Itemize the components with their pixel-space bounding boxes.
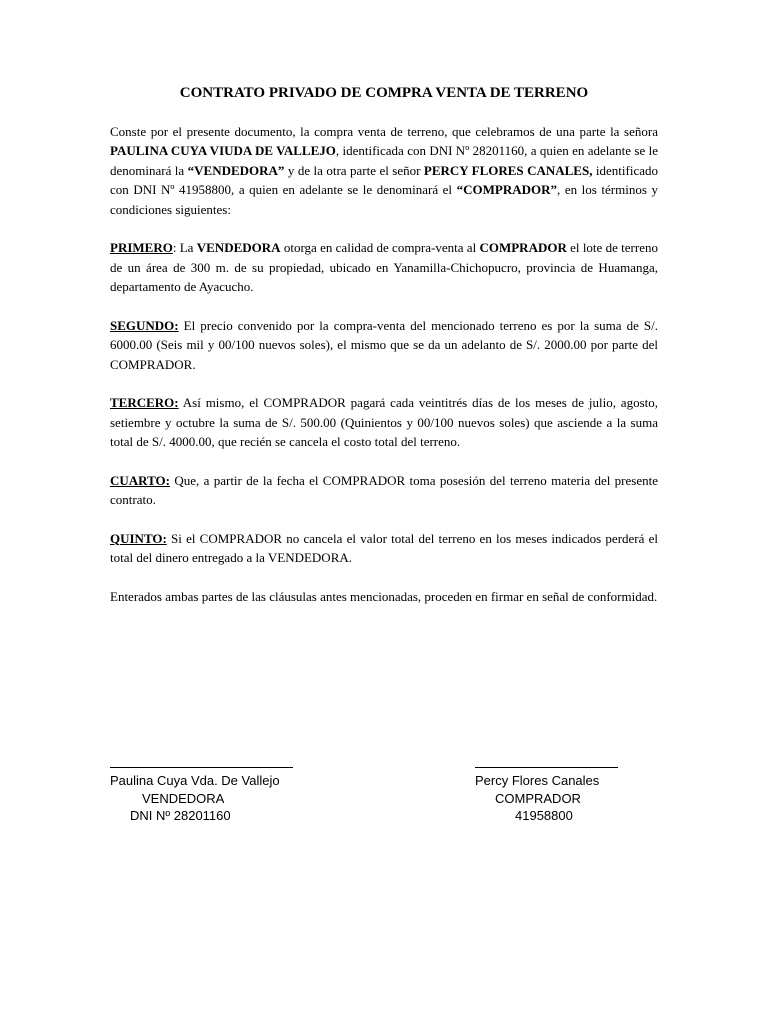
clause-heading: CUARTO: xyxy=(110,472,170,488)
document-title: CONTRATO PRIVADO DE COMPRA VENTA DE TERRENO xyxy=(179,85,589,101)
signer-id: DNI Nº 28201160 xyxy=(130,808,231,823)
signer-role: COMPRADOR xyxy=(495,790,581,806)
clause-segundo xyxy=(110,316,658,375)
clause-text: otorga en calidad de compra-venta al xyxy=(280,240,480,255)
clause-heading: SEGUNDO: xyxy=(110,317,179,333)
intro-text: identificado con DNI Nº 41958800, a quien en adelante se le denominará el xyxy=(110,162,658,197)
clause-quinto xyxy=(110,529,658,568)
clause-text: Así mismo, el COMPRADOR pagará cada veintitrés días de los meses de julio, agosto, setiembre y octubre la suma de S/. 500.00 (Quinientos y 00/100 nuevos soles) que asciende a la suma total de S/. 4000.00, que recién se cancela el costo total del terreno. xyxy=(110,395,658,449)
clause-heading: QUINTO: xyxy=(110,530,167,546)
seller-role: “VENDEDORA” xyxy=(187,162,285,178)
clause-bold-term: COMPRADOR xyxy=(479,240,567,255)
contract-document xyxy=(110,84,658,625)
clause-bold-term: VENDEDORA xyxy=(196,240,281,255)
clause-heading: PRIMERO xyxy=(110,240,173,255)
intro-text: y de la otra parte el señor xyxy=(284,162,424,178)
clause-text: El precio convenido por la compra-venta del mencionado terreno es por la suma de S/. 6000.00 (Seis mil y 00/100 nuevos soles), el mismo que se da un adelanto de S/. 2000.00 por parte del COMPRADOR. xyxy=(110,317,658,372)
clause-text: Que, a partir de la fecha el COMPRADOR toma posesión del terreno materia del presente contrato. xyxy=(110,472,658,507)
clause-heading: TERCERO: xyxy=(110,395,179,410)
clause-text: : La xyxy=(172,240,197,255)
clause-tercero xyxy=(110,393,658,452)
intro-text: Conste por el presente documento, la compra venta de terreno, que celebramos de una parte la señora xyxy=(110,123,658,139)
signer-name: Paulina Cuya Vda. De Vallejo xyxy=(110,773,280,788)
clause-primero xyxy=(110,238,658,297)
buyer-role: “COMPRADOR” xyxy=(456,182,558,197)
buyer-signature-block xyxy=(475,767,618,825)
intro-paragraph xyxy=(110,122,658,220)
seller-name: PAULINA CUYA VIUDA DE VALLEJO xyxy=(110,143,336,158)
signer-id: 41958800 xyxy=(515,808,573,823)
buyer-name: PERCY FLORES CANALES, xyxy=(423,162,593,178)
intro-text: , en los términos y condiciones siguientes: xyxy=(110,182,658,217)
signature-line xyxy=(475,767,618,768)
clause-text: el lote de terreno de un área de 300 m. de su propiedad, ubicado en Yanamilla-Chichopucro, provincia de Huamanga, departamento de Ayacucho. xyxy=(110,240,658,294)
signer-name: Percy Flores Canales xyxy=(475,773,600,788)
signature-line xyxy=(110,767,293,768)
intro-text: , identificada con DNI Nº 28201160, a quien en adelante se le denominará la xyxy=(110,143,658,178)
seller-signature-block xyxy=(110,767,293,825)
signer-role: VENDEDORA xyxy=(142,790,225,806)
clause-text: Si el COMPRADOR no cancela el valor total del terreno en los meses indicados perderá el total del dinero entregado a la VENDEDORA. xyxy=(110,530,658,565)
clause-cuarto xyxy=(110,471,658,510)
closing-paragraph: Enterados ambas partes de las cláusulas antes mencionadas, proceden en firmar en señal de conformidad. xyxy=(110,588,658,604)
